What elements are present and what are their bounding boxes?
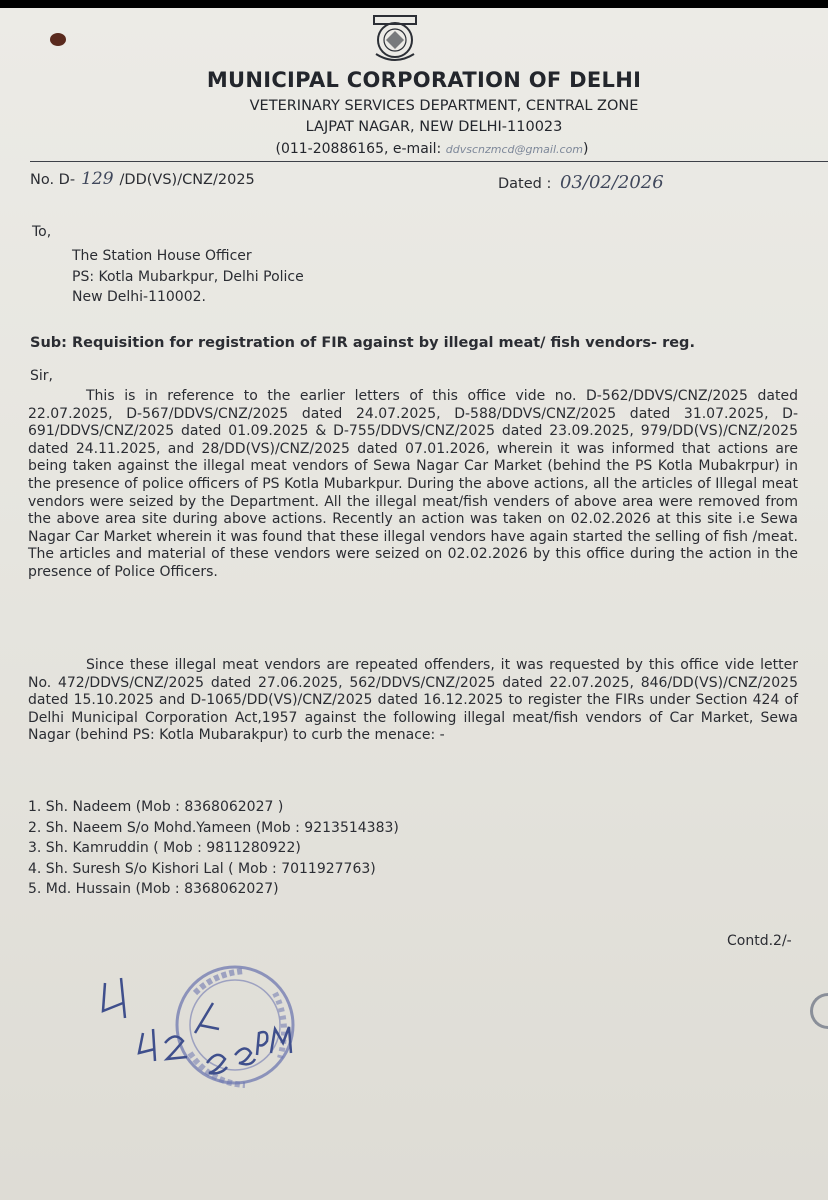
ref-suffix: /DD(VS)/CNZ/2025 [119, 172, 255, 188]
contact-close: ) [583, 141, 589, 157]
org-title: MUNICIPAL CORPORATION OF DELHI [206, 68, 642, 92]
recipient-designation: The Station House Officer [72, 248, 252, 264]
edge-stamp-fragment [810, 993, 828, 1029]
list-item: 2. Sh. Naeem S/o Mohd.Yameen (Mob : 9213514383) [28, 819, 399, 836]
list-item: 5. Md. Hussain (Mob : 8368062027) [28, 881, 279, 897]
letter-date [498, 172, 664, 193]
list-item: 3. Sh. Kamruddin ( Mob : 9811280922) [28, 840, 301, 856]
mcd-emblem-icon [366, 14, 424, 64]
department-name: VETERINARY SERVICES DEPARTMENT, CENTRAL ZONE [249, 98, 639, 114]
ref-prefix: No. D- [30, 172, 76, 188]
to-label: To, [32, 224, 52, 240]
police-receipt-stamp [95, 963, 325, 1118]
dated-handwritten-value: 03/02/2026 [559, 172, 664, 193]
reference-number [30, 169, 255, 189]
letter-sheet [0, 8, 828, 1200]
continued-marker: Contd.2/- [727, 933, 792, 949]
vendor-list [28, 797, 399, 900]
top-border [0, 0, 828, 8]
recipient-station: PS: Kotla Mubarkpur, Delhi Police [72, 269, 304, 285]
body-paragraph-1: This is in reference to the earlier letters of this office vide no. D-562/DDVS/CNZ/2025 dated 22.07.2025, D-567/DDVS/CNZ/2025 dated 24.07.2025, D-588/DDVS/CNZ/2025 dated 31.07.2025, D-691/DDVS/CNZ/2025 dated 01.09.2025 & D-755/DDVS/CNZ/2025 dated 23.09.2025, 979/DD(VS)/CNZ/2025 dated 24.11.2025, and 28/DD(VS)/CNZ/2025 dated 07.01.2026, wherein it was informed that actions are being taken against the illegal meat vendors of Sewa Nagar Car Market (behind the PS Kotla Mubakrpur) in the presence of police officers of PS Kotla Mubarkpur. During the above actions, all the articles of Illegal meat vendors were seized by the Department. All the illegal meat/fish venders of above area were removed from the above area site during above actions. Recently an action was taken on 02.02.2026 at this site i.e Sewa Nagar Car Market wherein it was found that these illegal vendors have again started the selling of fish /meat. The articles and material of these vendors were seized on 02.02.2026 by this office during the action in the presence of Police Officers. [28, 388, 798, 580]
email-address: ddvscnzmcd@gmail.com [445, 143, 584, 156]
office-address: LAJPAT NAGAR, NEW DELHI-110023 [305, 119, 563, 135]
subject-line: Sub: Requisition for registration of FIR against by illegal meat/ fish vendors- reg. [30, 335, 695, 351]
dated-label: Dated : [498, 176, 552, 192]
phone-text: (011-20886165, e-mail: [275, 141, 442, 157]
list-item: 1. Sh. Nadeem (Mob : 8368062027 ) [28, 799, 284, 815]
ref-handwritten-number: 129 [81, 169, 114, 189]
recipient-city: New Delhi-110002. [72, 289, 206, 305]
salutation: Sir, [30, 368, 53, 384]
list-item: 4. Sh. Suresh S/o Kishori Lal ( Mob : 7011927763) [28, 860, 376, 877]
body-paragraph-2: Since these illegal meat vendors are repeated offenders, it was requested by this office vide letter No. 472/DDVS/CNZ/2025 dated 27.06.2025, 562/DDVS/CNZ/2025 dated 22.07.2025, 846/DD(VS)/CNZ/2025 dated 15.10.2025 and D-1065/DD(VS)/CNZ/2025 dated 16.12.2025 to register the FIRs under Section 424 of Delhi Municipal Corporation Act,1957 against the following illegal meat/fish vendors of Car Market, Sewa Nagar (behind PS: Kotla Mubarakpur) to curb the menace: - [28, 657, 798, 744]
contact-line [0, 141, 828, 157]
header-divider [30, 161, 828, 162]
ink-blot [50, 33, 66, 46]
